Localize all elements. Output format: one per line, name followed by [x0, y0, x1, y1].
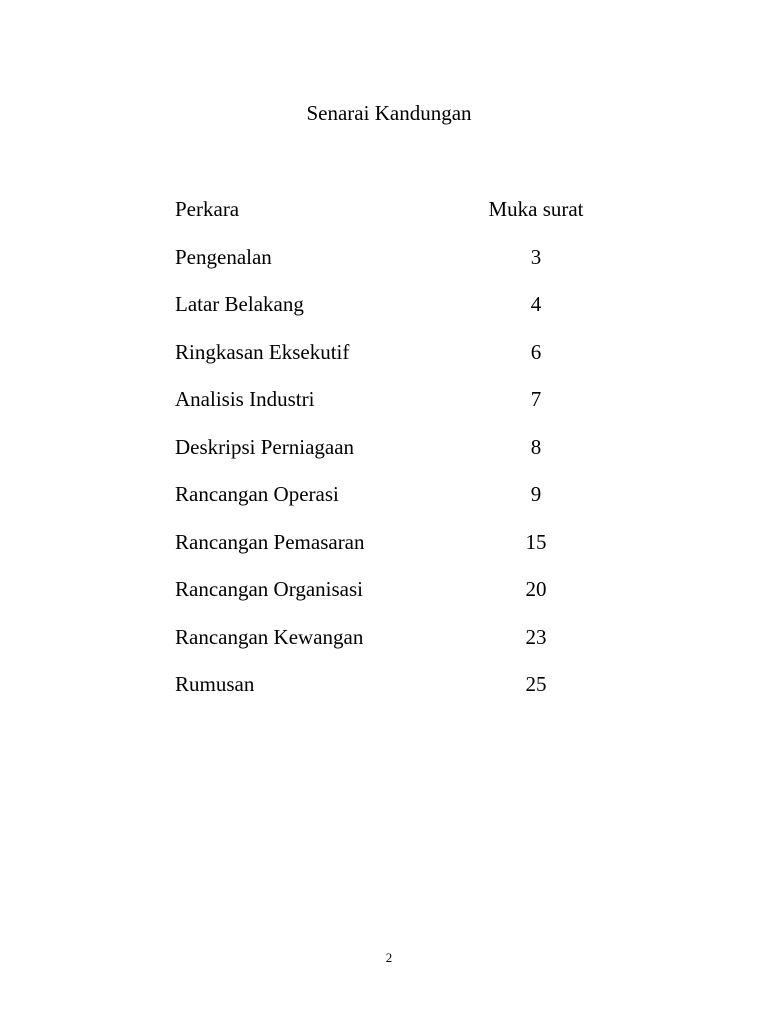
toc-entry	[175, 291, 615, 339]
toc-entry-label: Ringkasan Eksekutif	[175, 339, 350, 364]
toc-entry	[175, 481, 615, 529]
toc-entry-page: 23	[525, 624, 547, 649]
toc-entry-label: Rancangan Operasi	[175, 482, 339, 506]
toc-entry-label: Rancangan Organisasi	[175, 577, 363, 601]
toc-entry-page: 4	[530, 292, 542, 316]
toc-entry	[175, 576, 615, 624]
toc-entry-page: 6	[530, 339, 542, 364]
toc-entry-label: Analisis Industri	[175, 387, 315, 411]
toc-entry-label: Latar Belakang	[175, 292, 304, 316]
toc-entry-page: 20	[525, 577, 547, 601]
toc-entry-page: 3	[530, 244, 542, 269]
toc-header-page: Muka surat	[488, 197, 584, 221]
toc-entry-page: 9	[530, 482, 542, 506]
toc-header-item: Perkara	[175, 197, 240, 221]
toc-header-row	[175, 196, 615, 244]
toc-entry-label: Pengenalan	[175, 244, 272, 269]
toc-entry	[175, 386, 615, 434]
toc-entry-page: 7	[530, 387, 542, 411]
toc-entry-label: Deskripsi Perniagaan	[175, 434, 355, 459]
toc-entry-label: Rancangan Kewangan	[175, 624, 364, 649]
page-number: 2	[385, 950, 393, 965]
toc-entry	[175, 671, 615, 719]
toc-entry	[175, 624, 615, 672]
toc-entry-label: Rancangan Pemasaran	[175, 529, 365, 554]
toc-entry	[175, 529, 615, 577]
toc-entry-page: 8	[530, 434, 542, 459]
toc-entry	[175, 339, 615, 387]
toc-entry-label: Rumusan	[175, 672, 255, 696]
table-of-contents	[175, 196, 615, 719]
toc-entry	[175, 244, 615, 292]
page-title: Senarai Kandungan	[306, 101, 472, 125]
toc-entry	[175, 434, 615, 482]
toc-entry-page: 25	[525, 672, 547, 696]
toc-entry-page: 15	[525, 529, 547, 554]
